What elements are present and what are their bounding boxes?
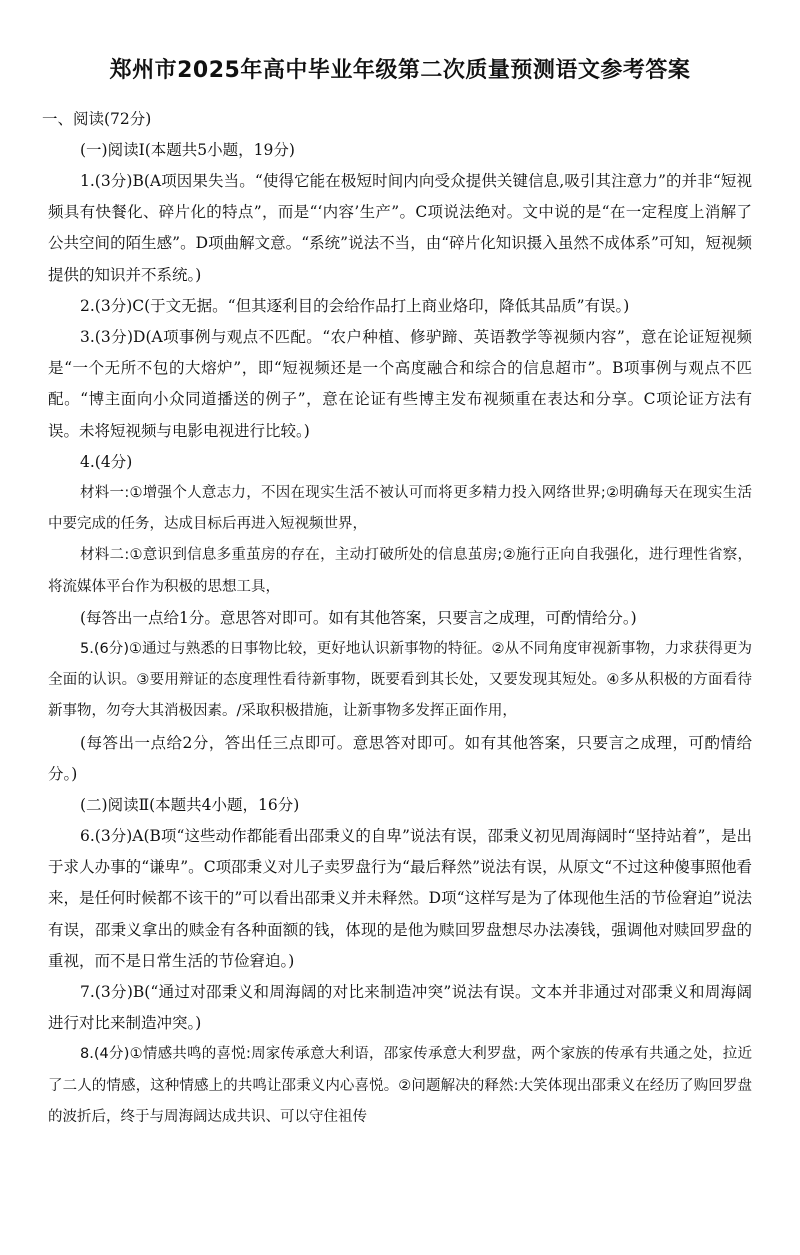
section-heading-reading: 一、阅读(72分) [42, 110, 152, 128]
page-title: 郑州市2025年高中毕业年级第二次质量预测语文参考答案 [109, 58, 691, 83]
answer-q7: 7.(3分)B(“通过对邵秉义和周海阔的对比来制造冲突”说法有误。文本并非通过对邵秉义和周海阔进行对比来制造冲突。) [48, 983, 752, 1033]
answer-q4-heading: 4.(4分) [80, 452, 133, 471]
subsection-heading-reading-1: (一)阅读Ⅰ(本题共5小题，19分) [80, 141, 295, 159]
answer-q1: 1.(3分)B(A项因果失当。“使得它能在极短时间内向受众提供关键信息,吸引其注意力”的并非“短视频具有快餐化、碎片化的特点”，而是“‘内容’生产”。C项说法绝对。文中说的是“在一定程度上消解了公共空间的陌生感”。D项曲解文意。“系统”说法不当，由“碎片化知识摄入虽然不成体系”可知，短视频提供的知识并不系统。) [48, 172, 752, 284]
answer-q8: 8.(4分)①情感共鸣的喜悦:周家传承意大利语，邵家传承意大利罗盘，两个家族的传承有共通之处，拉近了二人的情感，这种情感上的共鸣让邵秉义内心喜悦。②问题解决的释然:大笑体现出邵秉义在经历了购回罗盘的波折后，终于与周海阔达成共识、可以守住祖传 [48, 1046, 752, 1125]
answer-q4-material-2: 材料二:①意识到信息多重茧房的存在，主动打破所处的信息茧房;②施行正向自我强化，进行理性省察，将流媒体平台作为积极的思想工具， [48, 547, 752, 595]
answer-q3: 3.(3分)D(A项事例与观点不匹配。“农户种植、修驴蹄、英语教学等视频内容”，意在论证短视频是“一个无所不包的大熔炉”，即“短视频还是一个高度融合和综合的信息超市”。B项事例与观点不匹配。“博主面向小众同道播送的例子”，意在论证有些博主发布视频重在表达和分享。C项论证方法有误。未将短视频与电影电视进行比较。) [48, 328, 752, 440]
answer-q6: 6.(3分)A(B项“这些动作都能看出邵秉义的自卑”说法有误，邵秉义初见周海阔时“坚持站着”，是出于求人办事的“谦卑”。C项邵秉义对儿子卖罗盘行为“最后释然”说法有误，从原文“不过这种傻事照他看来，是任何时候都不该干的”可以看出邵秉义并未释然。D项“这样写是为了体现他生活的节俭窘迫”说法有误，邵秉义拿出的赎金有各种面额的钱，体现的是他为赎回罗盘想尽办法凑钱，强调他对赎回罗盘的重视，而不是日常生活的节俭窘迫。) [48, 827, 752, 970]
answer-q4-material-1: 材料一:①增强个人意志力，不因在现实生活不被认可而将更多精力投入网络世界;②明确每天在现实生活中要完成的任务，达成目标后再进入短视频世界， [48, 485, 752, 533]
answer-q5: 5.(6分)①通过与熟悉的日事物比较，更好地认识新事物的特征。②从不同角度审视新事物，力求获得更为全面的认识。③要用辩证的态度理性看待新事物，既要看到其长处，又要发现其短处。④多从积极的方面看待新事物，勿夸大其消极因素。/采取积极措施，让新事物多发挥正面作用， [48, 641, 752, 720]
subsection-heading-reading-2: (二)阅读Ⅱ(本题共4小题，16分) [80, 796, 300, 815]
answer-q5-scoring-note: (每答出一点给2分，答出任三点即可。意思答对即可。如有其他答案，只要言之成理，可酌情给分。) [48, 733, 752, 783]
answer-q2: 2.(3分)C(于文无据。“但其逐利目的会给作品打上商业烙印，降低其品质”有误。) [80, 296, 630, 315]
answer-q4-scoring-note: (每答出一点给1分。意思答对即可。如有其他答案，只要言之成理，可酌情给分。) [80, 608, 637, 627]
